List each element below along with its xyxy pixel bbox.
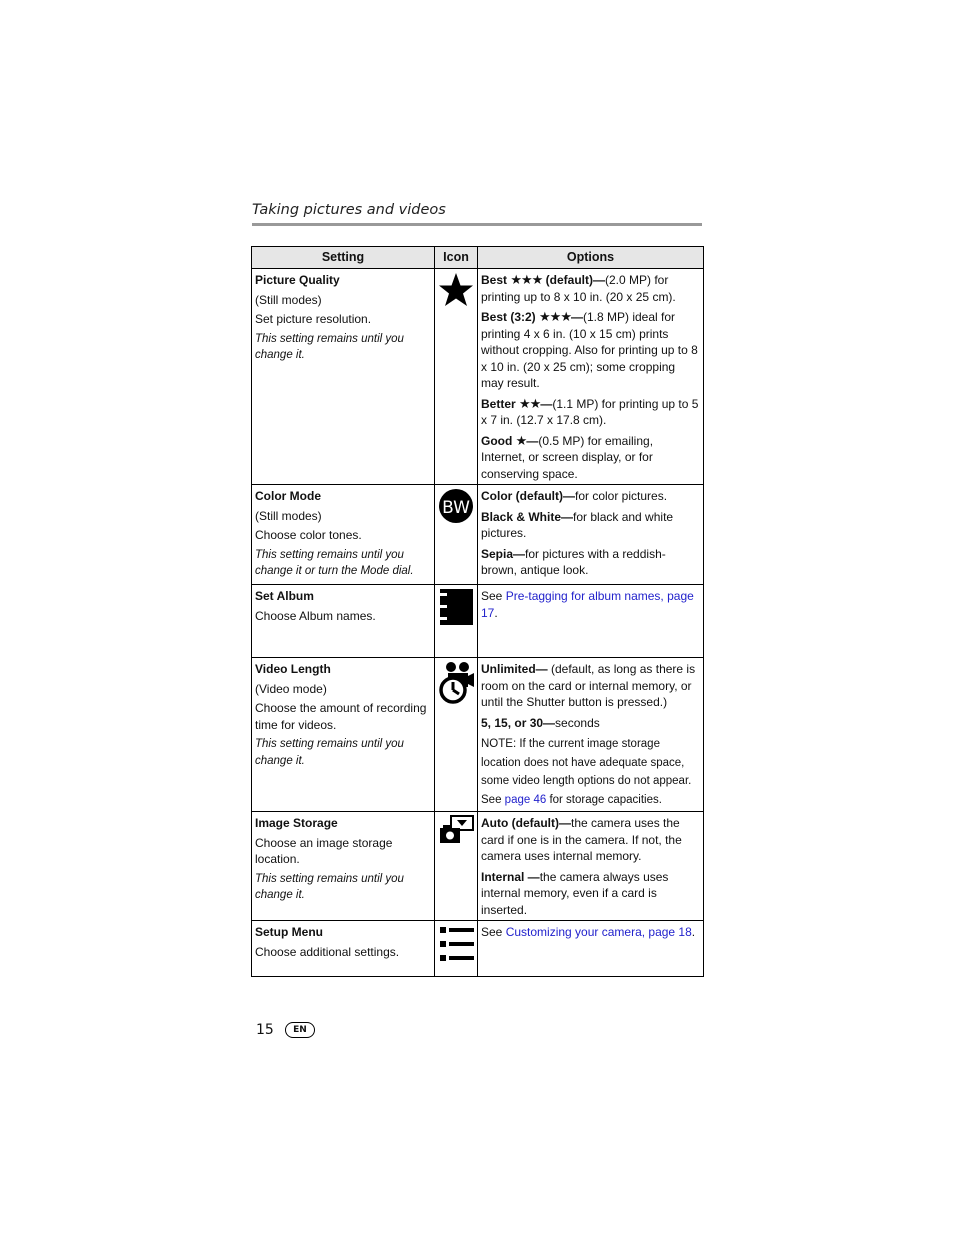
icon-cell xyxy=(435,585,478,658)
album-icon xyxy=(438,588,474,626)
option-item xyxy=(481,715,700,732)
setting-line: Choose Album names. xyxy=(255,608,376,623)
table-row xyxy=(252,921,704,977)
setting-cell xyxy=(252,585,435,658)
setting-note: This setting remains until you change it or turn the Mode dial. xyxy=(255,548,414,577)
icon-cell xyxy=(435,812,478,921)
options-cell xyxy=(478,485,704,585)
option-label: 5, 15, or 30— xyxy=(481,715,556,730)
language-badge: EN xyxy=(285,1022,315,1038)
setting-note: This setting remains until you change it. xyxy=(255,872,404,901)
setting-note: This setting remains until you change it. xyxy=(255,332,404,361)
setting-line: Choose additional settings. xyxy=(255,944,400,959)
option-text: for black and white pictures. xyxy=(481,509,674,540)
option-label-suffix: (default)— xyxy=(542,273,605,287)
option-label-suffix: — xyxy=(526,433,539,448)
option-text: for pictures with a reddish-brown, antique look. xyxy=(481,546,666,577)
setting-line: (Video mode) xyxy=(255,681,327,696)
icon-cell xyxy=(435,658,478,812)
setting-name: Setup Menu xyxy=(255,925,323,939)
setting-line: Choose color tones. xyxy=(255,528,362,542)
option-label: Unlimited— xyxy=(481,662,548,676)
see-suffix: . xyxy=(494,605,498,620)
option-label: Black & White— xyxy=(481,509,574,524)
customizing-camera-link[interactable]: Customizing your camera, page 18 xyxy=(505,925,692,939)
note-text: NOTE: If the current image storage location does not have adequate space, some video length options do not appear. See xyxy=(481,738,692,806)
options-cell xyxy=(478,921,704,977)
option-text: (default, as long as there is room on the card or internal memory, or until the Shutter button is pressed.) xyxy=(481,662,696,709)
option-text: (0.5 MP) for emailing, Internet, or screen display, or for conserving space. xyxy=(481,433,654,481)
note-suffix: for storage capacities. xyxy=(546,793,662,806)
setting-line: Set picture resolution. xyxy=(255,312,372,326)
album-names-link[interactable]: Pre-tagging for album names, page 17 xyxy=(481,589,694,620)
setting-name: Color Mode xyxy=(255,489,321,503)
option-label: Best (3:2) xyxy=(481,310,536,324)
setting-note: This setting remains until you change it. xyxy=(255,738,404,767)
stars-icon: ★ xyxy=(515,432,527,448)
option-label: Internal — xyxy=(481,869,540,884)
see-reference xyxy=(481,924,700,941)
setting-cell xyxy=(252,269,435,485)
setting-line: (Still modes) xyxy=(255,508,322,523)
options-cell xyxy=(478,658,704,812)
table-row xyxy=(252,485,704,585)
table-row xyxy=(252,269,704,485)
option-label: Best xyxy=(481,273,508,287)
option-item xyxy=(481,815,700,865)
stars-icon: ★★★ xyxy=(510,272,543,287)
see-prefix: See xyxy=(481,925,506,939)
setting-cell xyxy=(252,485,435,585)
icon-label: BW xyxy=(442,498,470,518)
setting-line: Choose the amount of recording time for videos. xyxy=(255,701,427,732)
table-row xyxy=(252,658,704,812)
page-46-link[interactable]: page 46 xyxy=(504,793,547,806)
video-timer-icon xyxy=(438,661,474,705)
option-item xyxy=(481,272,700,305)
icon-cell xyxy=(435,269,478,485)
setup-menu-icon xyxy=(438,924,476,964)
options-cell xyxy=(478,269,704,485)
options-cell xyxy=(478,585,704,658)
option-item xyxy=(481,433,700,483)
column-header-setting: Setting xyxy=(252,247,435,269)
table-row xyxy=(252,812,704,921)
setting-name: Set Album xyxy=(255,589,314,603)
option-text: (1.8 MP) ideal for printing 4 x 6 in. (10 x 15 cm) prints without cropping. Also for printing up to 8 x 10 in. (20 x 25 cm); some cropping may result. xyxy=(481,310,698,390)
option-item xyxy=(481,509,700,542)
option-item xyxy=(481,488,700,505)
storage-note xyxy=(481,735,700,809)
see-prefix: See xyxy=(481,589,506,603)
option-label-suffix: — xyxy=(540,396,553,411)
see-reference xyxy=(481,588,700,621)
column-header-icon: Icon xyxy=(435,247,478,269)
option-text: for color pictures. xyxy=(575,489,668,503)
setting-cell xyxy=(252,658,435,812)
option-item xyxy=(481,661,700,711)
settings-table xyxy=(251,246,704,977)
stars-icon: ★★★ xyxy=(539,309,571,324)
table-row xyxy=(252,585,704,658)
setting-cell xyxy=(252,921,435,977)
option-text: the camera uses the card if one is in the camera. If not, the camera uses internal memory. xyxy=(481,816,682,863)
image-storage-icon xyxy=(438,815,476,845)
option-item xyxy=(481,309,700,392)
header-divider xyxy=(252,223,702,226)
options-cell xyxy=(478,812,704,921)
option-text: seconds xyxy=(555,715,600,730)
setting-name: Video Length xyxy=(255,662,331,676)
option-label: Color (default)— xyxy=(481,489,575,503)
page-number: 15 xyxy=(256,1022,274,1038)
black-white-mode-icon xyxy=(438,488,474,524)
stars-icon: ★★ xyxy=(519,395,541,411)
setting-name: Image Storage xyxy=(255,816,338,830)
option-label-suffix: — xyxy=(571,310,583,324)
setting-line: (Still modes) xyxy=(255,292,322,307)
setting-name: Picture Quality xyxy=(255,273,340,287)
column-header-options: Options xyxy=(478,247,704,269)
option-label: Better xyxy=(481,396,516,411)
option-label: Sepia— xyxy=(481,546,526,561)
option-label: Good xyxy=(481,433,513,448)
option-text: (2.0 MP) for printing up to 8 x 10 in. (20 x 25 cm). xyxy=(481,273,676,304)
icon-cell xyxy=(435,921,478,977)
option-item xyxy=(481,396,700,429)
option-label: Auto (default)— xyxy=(481,816,571,830)
option-item xyxy=(481,546,700,579)
page-header-title: Taking pictures and videos xyxy=(252,202,446,218)
option-text: the camera always uses internal memory, even if a card is inserted. xyxy=(481,869,669,917)
option-text: (1.1 MP) for printing up to 5 x 7 in. (12.7 x 17.8 cm). xyxy=(481,396,699,427)
option-item xyxy=(481,869,700,919)
star-icon xyxy=(438,272,474,308)
icon-cell xyxy=(435,485,478,585)
setting-cell xyxy=(252,812,435,921)
see-suffix: . xyxy=(691,925,696,939)
table-header-row xyxy=(252,247,704,269)
setting-line: Choose an image storage location. xyxy=(255,835,393,866)
